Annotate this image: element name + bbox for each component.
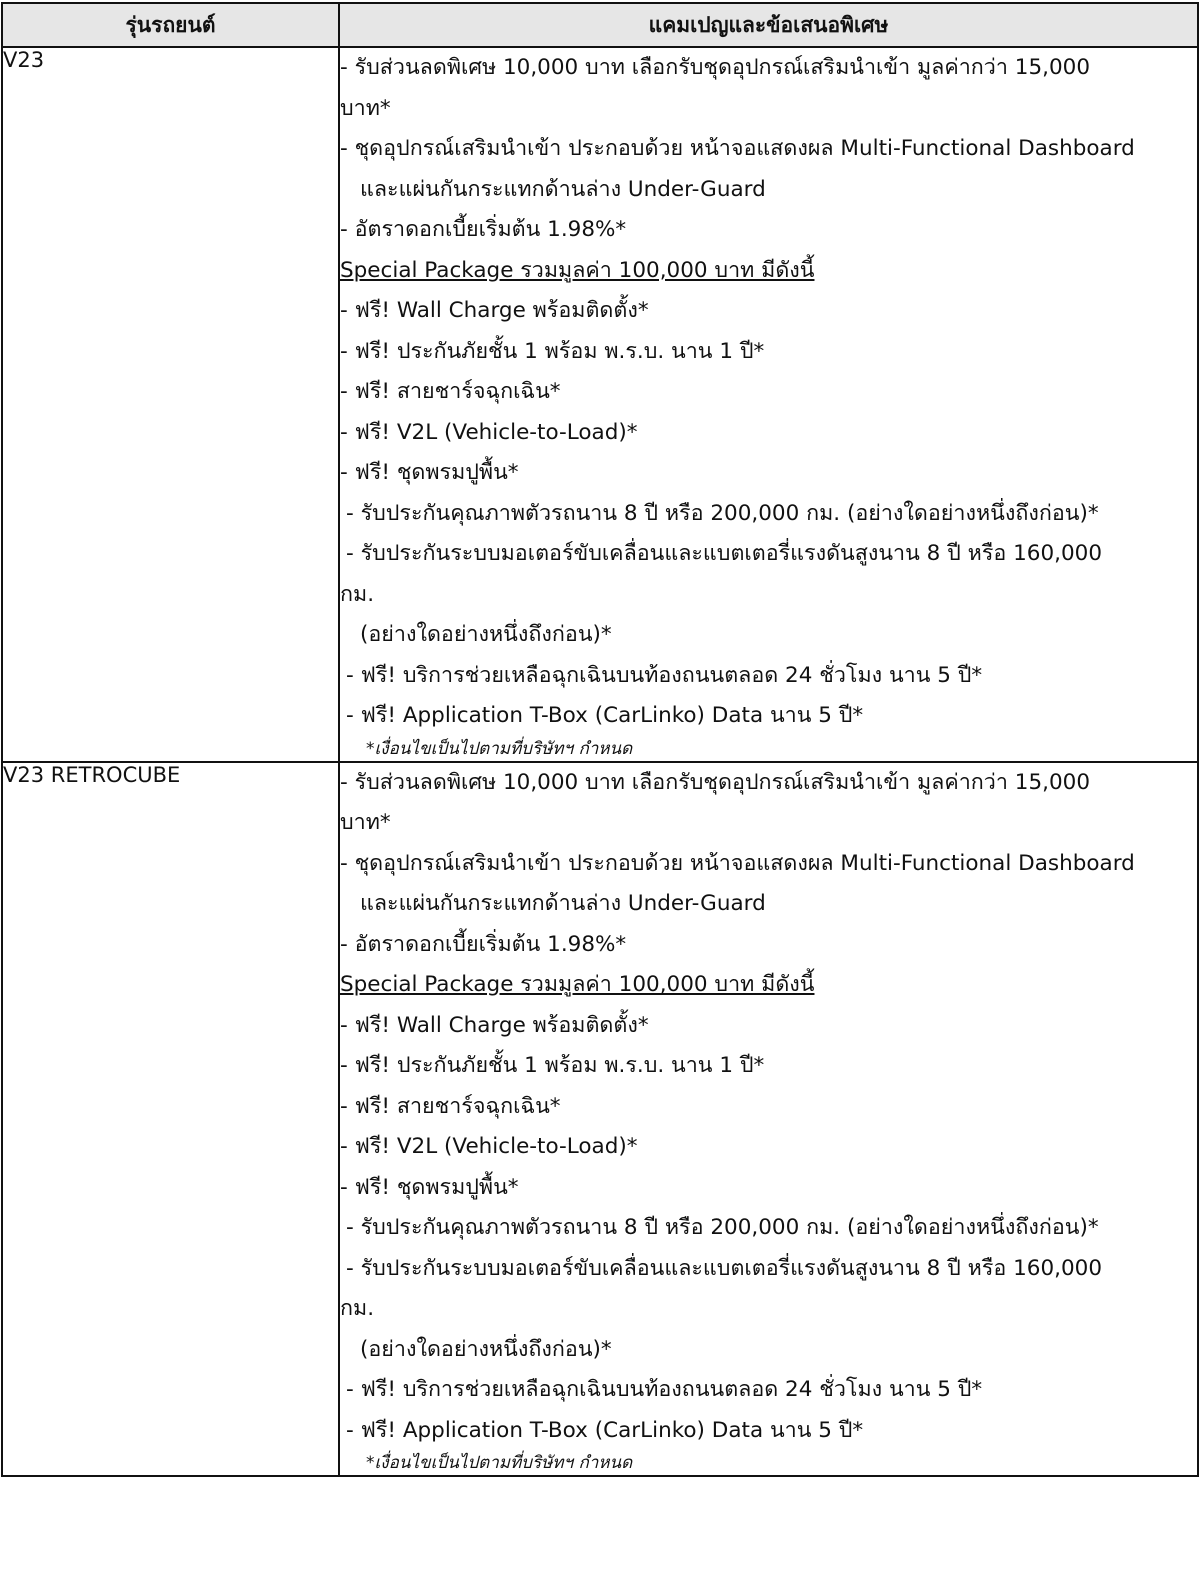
offer-line: - รับประกันระบบมอเตอร์ขับเคลื่อนและแบตเตอรี่แรงดันสูงนาน 8 ปี หรือ 160,000 [346,1255,1103,1281]
offer-line: - อัตราดอกเบี้ยเริ่มต้น 1.98%* [340,931,627,957]
offers-cell [339,762,1198,1477]
offer-line: (อย่างใดอย่างหนึ่งถึงก่อน)* [360,622,612,647]
offer-line: - ฟรี! Wall Charge พร้อมติดตั้ง* [340,298,649,323]
header-offers: แคมเปญและข้อเสนอพิเศษ [339,3,1198,47]
offer-line: - ฟรี! Wall Charge พร้อมติดตั้ง* [340,1012,649,1038]
offer-line: - ฟรี! สายชาร์จฉุกเฉิน* [340,1093,561,1119]
header-model: รุ่นรถยนต์ [2,3,339,47]
terms-note: *เงื่อนไขเป็นไปตามที่บริษัทฯ กำหนด [366,1453,633,1473]
offer-line: กม. [340,581,375,607]
offer-line: (อย่างใดอย่างหนึ่งถึงก่อน)* [360,1336,612,1362]
package-heading: Special Package รวมมูลค่า 100,000 บาท มีดังนี้ [340,257,815,283]
offer-line: - รับประกันระบบมอเตอร์ขับเคลื่อนและแบตเตอรี่แรงดันสูงนาน 8 ปี หรือ 160,000 [346,541,1103,566]
offer-line: - ฟรี! สายชาร์จฉุกเฉิน* [340,379,561,404]
offer-line: - รับประกันคุณภาพตัวรถนาน 8 ปี หรือ 200,000 กม. (อย่างใดอย่างหนึ่งถึงก่อน)* [346,1215,1099,1240]
offer-line: - ชุดอุปกรณ์เสริมนำเข้า ประกอบด้วย หน้าจอแสดงผล Multi-Functional Dashboard [340,850,1135,876]
model-cell: V23 [2,47,339,762]
offer-line: - รับส่วนลดพิเศษ 10,000 บาท เลือกรับชุดอุปกรณ์เสริมนำเข้า มูลค่ากว่า 15,000 [340,55,1091,80]
offer-line: - ฟรี! Application T-Box (CarLinko) Data นาน 5 ปี* [346,703,864,728]
offer-line: - ฟรี! บริการช่วยเหลือฉุกเฉินบนท้องถนนตลอด 24 ชั่วโมง นาน 5 ปี* [346,662,983,688]
offer-line: - ชุดอุปกรณ์เสริมนำเข้า ประกอบด้วย หน้าจอแสดงผล Multi-Functional Dashboard [340,136,1135,161]
package-heading: Special Package รวมมูลค่า 100,000 บาท มีดังนี้ [340,972,815,997]
offer-line: บาท* [340,95,391,121]
table-row [2,762,1198,1477]
offers-cell [339,47,1198,762]
model-cell: V23 RETROCUBE [2,762,339,1477]
offer-line: - ฟรี! ประกันภัยชั้น 1 พร้อม พ.ร.บ. นาน 1 ปี* [340,338,765,364]
offer-line: - ฟรี! บริการช่วยเหลือฉุกเฉินบนท้องถนนตลอด 24 ชั่วโมง นาน 5 ปี* [346,1377,983,1402]
header-row [2,3,1198,47]
offer-line: - ฟรี! Application T-Box (CarLinko) Data นาน 5 ปี* [346,1417,864,1443]
terms-note: *เงื่อนไขเป็นไปตามที่บริษัทฯ กำหนด [366,738,633,759]
offer-line: - ฟรี! ชุดพรมปูพื้น* [340,460,519,485]
offer-line: - อัตราดอกเบี้ยเริ่มต้น 1.98%* [340,217,627,242]
offer-line: บาท* [340,810,391,835]
offer-line: - ฟรี! ประกันภัยชั้น 1 พร้อม พ.ร.บ. นาน 1 ปี* [340,1053,765,1078]
offer-line: และแผ่นกันกระแทกด้านล่าง Under-Guard [360,176,766,202]
offer-line: - ฟรี! V2L (Vehicle-to-Load)* [340,419,638,445]
offer-line: - รับส่วนลดพิเศษ 10,000 บาท เลือกรับชุดอุปกรณ์เสริมนำเข้า มูลค่ากว่า 15,000 [340,769,1091,795]
table-row [2,47,1198,762]
offer-line: กม. [340,1296,375,1321]
offer-line: และแผ่นกันกระแทกด้านล่าง Under-Guard [360,891,766,916]
offer-line: - ฟรี! ชุดพรมปูพื้น* [340,1174,519,1200]
promotion-table [1,2,1199,1477]
offer-line: - รับประกันคุณภาพตัวรถนาน 8 ปี หรือ 200,000 กม. (อย่างใดอย่างหนึ่งถึงก่อน)* [346,500,1099,526]
offer-line: - ฟรี! V2L (Vehicle-to-Load)* [340,1134,638,1159]
